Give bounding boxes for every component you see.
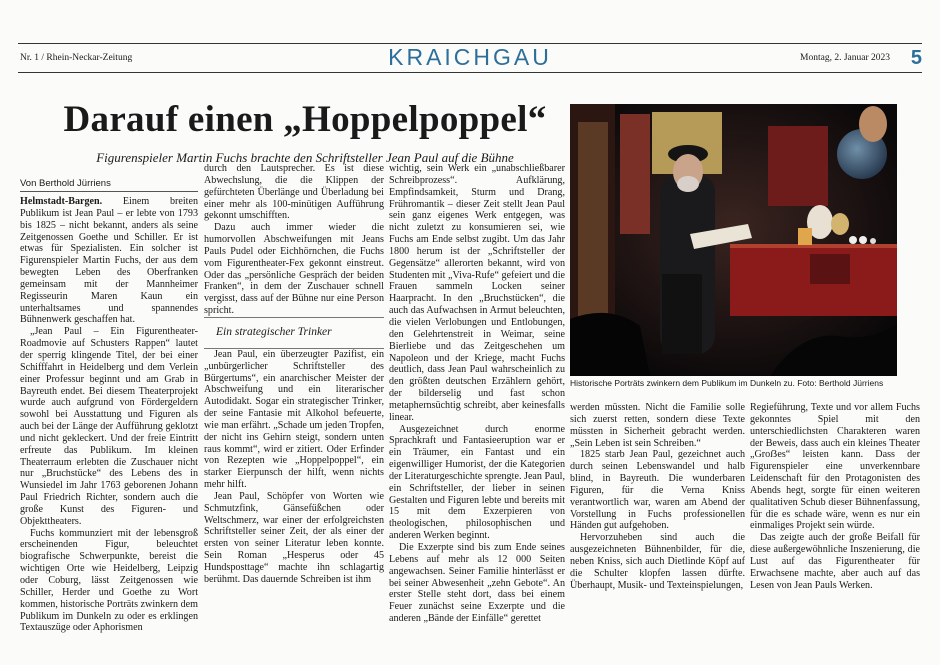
column-2 (204, 163, 384, 586)
paragraph (20, 196, 198, 326)
article-photo (570, 104, 897, 376)
issue-label: Nr. 1 / Rhein-Neckar-Zeitung (20, 53, 133, 63)
issue-date: Montag, 2. Januar 2023 (800, 53, 890, 63)
paragraph: Die Exzerpte sind bis zum Ende seines Lebens auf mehr als 12 000 Seiten angewachsen. Seiner Familie hinterlässt er bei seiner Abwesenheit „zehn Gebote“. An erster Stelle steht dort, dass bei einem Feuer zunächst seine Exzerpte und die anderen „Bände der Einfälle“ gerettet (389, 542, 565, 625)
paragraph: Das zeigte auch der große Beifall für diese außergewöhnliche Inszenierung, die Lust auf das Figurentheater für Erwachsene machte, aber auch auf das Lesen von Jean Pauls Werken. (750, 532, 920, 591)
article-subheadline: Figurenspieler Martin Fuchs brachte den Schriftsteller Jean Paul auf die Bühne (96, 150, 514, 165)
article-headline: Darauf einen „Hoppelpoppel“ (63, 99, 547, 140)
paragraph: Dazu auch immer wieder die humorvollen Abschweifungen mit Jeans Pauls Pudel oder Eichhörnchen, die Fuchs vom Figurentheater-Fex gekonnt einstreut. Oder das „persönliche Gespräch der beiden Franken“, in dem der Zuschauer schnell vergisst, dass auf der Bühne nur eine Person spricht. (204, 222, 384, 317)
paragraph: durch den Lautsprecher. Es ist diese Abwechslung, die die Klippen der gefürchteten Überlänge und Überladung bei einer mehr als 100-minütigen Aufführung gekonnt umschifften. (204, 163, 384, 222)
dateline: Helmstadt-Bargen. (20, 196, 103, 207)
photo-caption: Historische Porträts zwinkern dem Publikum im Dunkeln zu. Foto: Berthold Jürriens (570, 378, 884, 388)
paragraph-text: Einem breiten Publikum ist Jean Paul – er lebte von 1793 bis 1825 – nicht bekannt, anders als seine Zeitgenossen Goethe und Schiller. Er ist etwas für Spezialisten. Ein solcher ist Figurenspieler Martin Fuchs, der aus dem bewegten Leben des Oberfranken gemeinsam mit der Mannheimer Regisseurin Maren Kaun ein unterhaltsames und spannendes Bühnenwerk geschaffen hat. (20, 196, 198, 326)
paragraph: Fuchs kommunziert mit der lebensgroß erscheinenden Figur, beleuchtet biografische Schwerpunkte, bereist die wichtigen Orte wie Heidelberg, Leipzig oder Coburg, lässt Zeitgenossen wie Schiller, Herder und Goethe zu Wort kommen, historische Porträts zwinkern dem Publikum im Dunkeln zu oder es erklingen Textauszüge oder Aphorismen (20, 527, 199, 634)
intertitle: Ein strategischer Trinker (204, 317, 384, 349)
column-5 (750, 402, 920, 592)
column-3 (389, 163, 565, 625)
paragraph: wichtig, sein Werk ein „unabschließbarer Schreibprozess“. Aufklärung, Empfindsamkeit, Sturm und Drang, Frühromantik – dieser Zeit stellt Jean Paul sein ganz eigenes Werk entgegen, was nicht zuletzt zu konsumieren sei, wie Fuchs am Ende selbst zugibt. Um das Jahr 1800 herum ist der „Schriftsteller der Gegensätze“ allerorten bekannt, wird von Studenten mit „Viva-Rufe“ gefeiert und die Frauen sammeln Locken seiner Haarpracht. In den „Bruchstücken“, die auch das Aufwachsen in Armut beleuchten, die vielen Verlobungen und Entlobungen, den Gelehrtenstreit in Weimar, seine Bierliebe und das Zeitgeschehen um Napoleon und der Kriege, macht Fuchs deutlich, dass Jean Paul wahrscheinlich zu den größten deutschen Erzählern gehört, der bilderselig und fast schon metaphernsüchtig schreibt, aber keinesfalls linear. (389, 163, 565, 423)
puppet-stage-photo (570, 104, 897, 376)
paragraph: 1825 starb Jean Paul, gezeichnet auch durch seinen Lebenswandel und halb blind, in Bayreuth. Die wunderbaren Figuren, für die Verna Kniss verantwortlich war, waren am Abend der Vorstellung in Fuchs professionellen Händen gut aufgehoben. (570, 449, 745, 532)
paragraph: Ausgezeichnet durch enorme Sprachkraft und Fantasieeruption war er ein Träumer, ein Fantast und ein eigenwilliger Humorist, der die Kategorien der Literaturgeschichte sprengte. Jean Paul, ein Schriftsteller, der lieber in seinen Gestalten und Figuren lebte und bereits mit 15 mit dem Exzerpieren von theologischen, philosophischen und anderen Werken beginnt. (389, 423, 565, 542)
paragraph: Hervorzuheben sind auch die ausgezeichneten Bühnenbilder, für die, neben Kniss, sich auch Dietlinde Köpf auf die Schulter klopfen lassen dürfte. Überhaupt, Musik- und Texteinspielungen, (570, 532, 745, 591)
column-4 (570, 402, 745, 592)
paragraph: Jean Paul, ein überzeugter Pazifist, ein „unbürgerlicher Schriftsteller des Bürgertums“, ein anarchischer Meister der Abschweifung und ein literarischer Autodidakt. Sogar ein strategischer Trinker, der seine Fantasie mit Alkohol befeuerte, wie man erfährt. „Schade um jeden Tropfen, der nicht ins Gehirn steigt, sondern unten raus kommt“, wird er zitiert. Oder Erfinder von Rezepten wie „Hoppelpoppel“, ein starker Eierpunsch der hilft, wenn nichts mehr hilft. (204, 348, 384, 491)
section-title: KRAICHGAU (388, 44, 552, 70)
paragraph: Jean Paul, Schöpfer von Worten wie Schmutzfink, Gänsefüßchen oder Weltschmerz, war einer der erfolgreichsten Schriftsteller seiner Zeit, der als einer der ersten von seiner Literatur leben konnte. Sein Roman „Hesperus oder 45 Hundsposttage“ machte ihn schlagartig berühmt. Das dauernde Schreiben ist ihm (204, 490, 384, 585)
paragraph: Regieführung, Texte und vor allem Fuchs gekonntes Spiel mit den unterschiedlichsten Charakteren waren der Beweis, dass auch ein kleines Theater „Groẞes“ leisten kann. Dass der Figurenspieler eine unverkennbare Leidenschaft für den Protagonisten des Abends hegt, sorgte für einen weiteren qualitativen Schub dieser Bühnenfassung, für die es schade wäre, wenn es nur ein einmaliges Projekt sein würde. (750, 402, 920, 532)
masthead-bottom-rule (18, 72, 922, 73)
byline: Von Berthold Jürriens (20, 178, 198, 192)
paragraph: werden müssten. Nicht die Familie solle sich zuerst retten, sondern diese Texte müssten in Sicherheit gebracht werden. „Sein Leben ist sein Schreiben.“ (570, 402, 745, 449)
page-number: 5 (910, 47, 922, 69)
column-1 (20, 196, 198, 634)
paragraph: „Jean Paul – Ein Figurentheater-Roadmovie auf Schusters Rappen“ lautet der sperrig klingende Titel, der bei einer Schifffahrt in Heidelberg und dem Verlein einer Professur beginnt und am Grab in Bayreuth endet. Bei diesem Theaterprojekt wurde auch aufgrund von Fördergeldern sowohl bei Ausstattung und Figuren als auch bei der Länge der Aufführung geklotzt und nicht gekleckert. Und der freie Eintritt erfreute das Publikum. Im kleinen Theaterraum erlebten die Zuschauer nicht nur „Bruchstücke“ des Lebens des in Wunsiedel im Jahr 1763 geborenen Johann Paul Friedrich Richter, sondern auch die große Kunst des Figuren- und Objekttheaters. (20, 326, 198, 527)
